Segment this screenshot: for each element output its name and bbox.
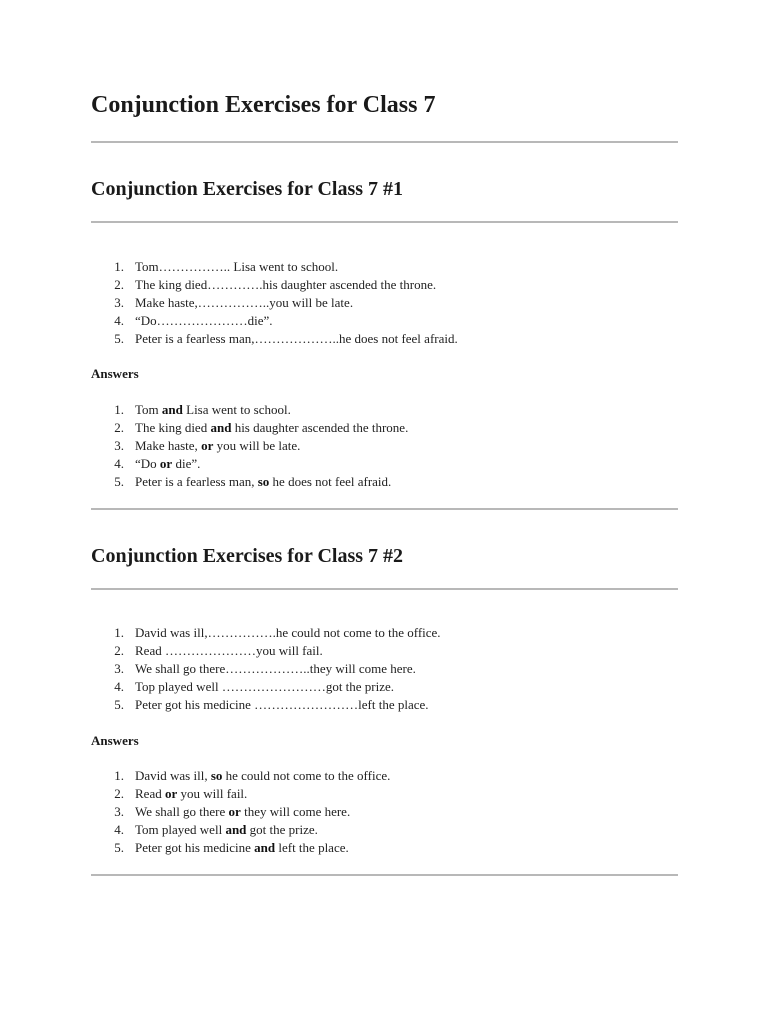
answers-heading: Answers xyxy=(91,733,139,748)
divider xyxy=(91,221,678,223)
divider xyxy=(91,874,678,876)
answer-item xyxy=(91,401,408,419)
answer-conjunction: and xyxy=(210,420,232,435)
answer-text-after: die”. xyxy=(172,456,201,471)
answer-item xyxy=(91,767,390,785)
item-number: 4. xyxy=(114,313,124,328)
item-number: 4. xyxy=(114,679,124,694)
answer-conjunction: or xyxy=(228,804,241,819)
answer-text-before: We shall go there xyxy=(135,804,229,819)
question-item xyxy=(91,660,441,678)
answer-item xyxy=(91,437,408,455)
item-number: 2. xyxy=(114,277,124,292)
answer-text-after: they will come here. xyxy=(240,804,351,819)
answers-heading: Answers xyxy=(91,366,139,381)
item-number: 5. xyxy=(114,474,124,489)
item-number: 5. xyxy=(114,697,124,712)
item-number: 2. xyxy=(114,420,124,435)
question-item xyxy=(91,678,441,696)
item-number: 4. xyxy=(114,456,124,471)
question-item xyxy=(91,624,441,642)
question-text: The king died………….his daughter ascended the throne. xyxy=(135,277,437,292)
answer-text-before: Tom played well xyxy=(135,822,226,837)
question-text: Make haste,……………..you will be late. xyxy=(135,295,354,310)
answer-text-after: he could not come to the office. xyxy=(222,768,391,783)
answer-item xyxy=(91,839,390,857)
answer-text-before: Make haste, xyxy=(135,438,202,453)
item-number: 2. xyxy=(114,643,124,658)
item-number: 3. xyxy=(114,295,124,310)
item-number: 5. xyxy=(114,331,124,346)
item-number: 3. xyxy=(114,804,124,819)
divider xyxy=(91,141,678,143)
answer-text-after: you will be late. xyxy=(213,438,301,453)
answer-text-before: Read xyxy=(135,786,165,801)
section-2-answers xyxy=(91,767,390,857)
answer-conjunction: or xyxy=(164,786,178,801)
item-number: 5. xyxy=(114,840,124,855)
question-item xyxy=(91,294,458,312)
item-number: 4. xyxy=(114,822,124,837)
answer-text-before: Tom xyxy=(135,402,162,417)
answer-text-before: David was ill, xyxy=(135,768,211,783)
answer-conjunction: so xyxy=(257,474,270,489)
answer-text-after: you will fail. xyxy=(177,786,248,801)
question-item xyxy=(91,276,458,294)
question-text: Peter got his medicine ……………………left the place. xyxy=(135,697,429,712)
section-1-questions xyxy=(91,258,458,348)
item-number: 3. xyxy=(114,438,124,453)
answer-conjunction: and xyxy=(161,402,183,417)
section-1-answers xyxy=(91,401,408,491)
answer-conjunction: and xyxy=(225,822,247,837)
answer-text-after: left the place. xyxy=(275,840,349,855)
question-text: Peter is a fearless man,………………..he does not feel afraid. xyxy=(135,331,458,346)
answer-item xyxy=(91,473,408,491)
question-item xyxy=(91,312,458,330)
item-number: 1. xyxy=(114,402,124,417)
question-item xyxy=(91,330,458,348)
question-text: Top played well ……………………got the prize. xyxy=(135,679,395,694)
answer-item xyxy=(91,821,390,839)
answer-conjunction: or xyxy=(159,456,173,471)
answer-conjunction: or xyxy=(201,438,214,453)
item-number: 3. xyxy=(114,661,124,676)
answer-text-before: Peter got his medicine xyxy=(135,840,255,855)
answer-item xyxy=(91,455,408,473)
divider xyxy=(91,588,678,590)
answer-text-before: Peter is a fearless man, xyxy=(135,474,258,489)
item-number: 1. xyxy=(114,625,124,640)
question-text: Tom…………….. Lisa went to school. xyxy=(135,259,339,274)
question-item xyxy=(91,642,441,660)
answer-text-after: Lisa went to school. xyxy=(182,402,291,417)
item-number: 1. xyxy=(114,259,124,274)
question-item xyxy=(91,258,458,276)
answer-item xyxy=(91,419,408,437)
section-2-heading: Conjunction Exercises for Class 7 #2 xyxy=(91,545,404,567)
question-item xyxy=(91,696,441,714)
answer-text-before: “Do xyxy=(135,456,160,471)
answer-conjunction: so xyxy=(210,768,223,783)
answer-conjunction: and xyxy=(254,840,276,855)
section-1-heading: Conjunction Exercises for Class 7 #1 xyxy=(91,178,404,200)
question-text: David was ill,…………….he could not come to the office. xyxy=(135,625,441,640)
page-title: Conjunction Exercises for Class 7 xyxy=(91,92,436,118)
question-text: We shall go there………………..they will come here. xyxy=(135,661,416,676)
item-number: 1. xyxy=(114,768,124,783)
answer-item xyxy=(91,803,390,821)
question-text: “Do…………………die”. xyxy=(135,313,273,328)
section-2-questions xyxy=(91,624,441,714)
item-number: 2. xyxy=(114,786,124,801)
answer-text-before: The king died xyxy=(135,420,211,435)
answer-text-after: got the prize. xyxy=(246,822,318,837)
question-text: Read …………………you will fail. xyxy=(135,643,323,658)
answer-item xyxy=(91,785,390,803)
answer-text-after: he does not feel afraid. xyxy=(269,474,392,489)
divider xyxy=(91,508,678,510)
answer-text-after: his daughter ascended the throne. xyxy=(231,420,409,435)
